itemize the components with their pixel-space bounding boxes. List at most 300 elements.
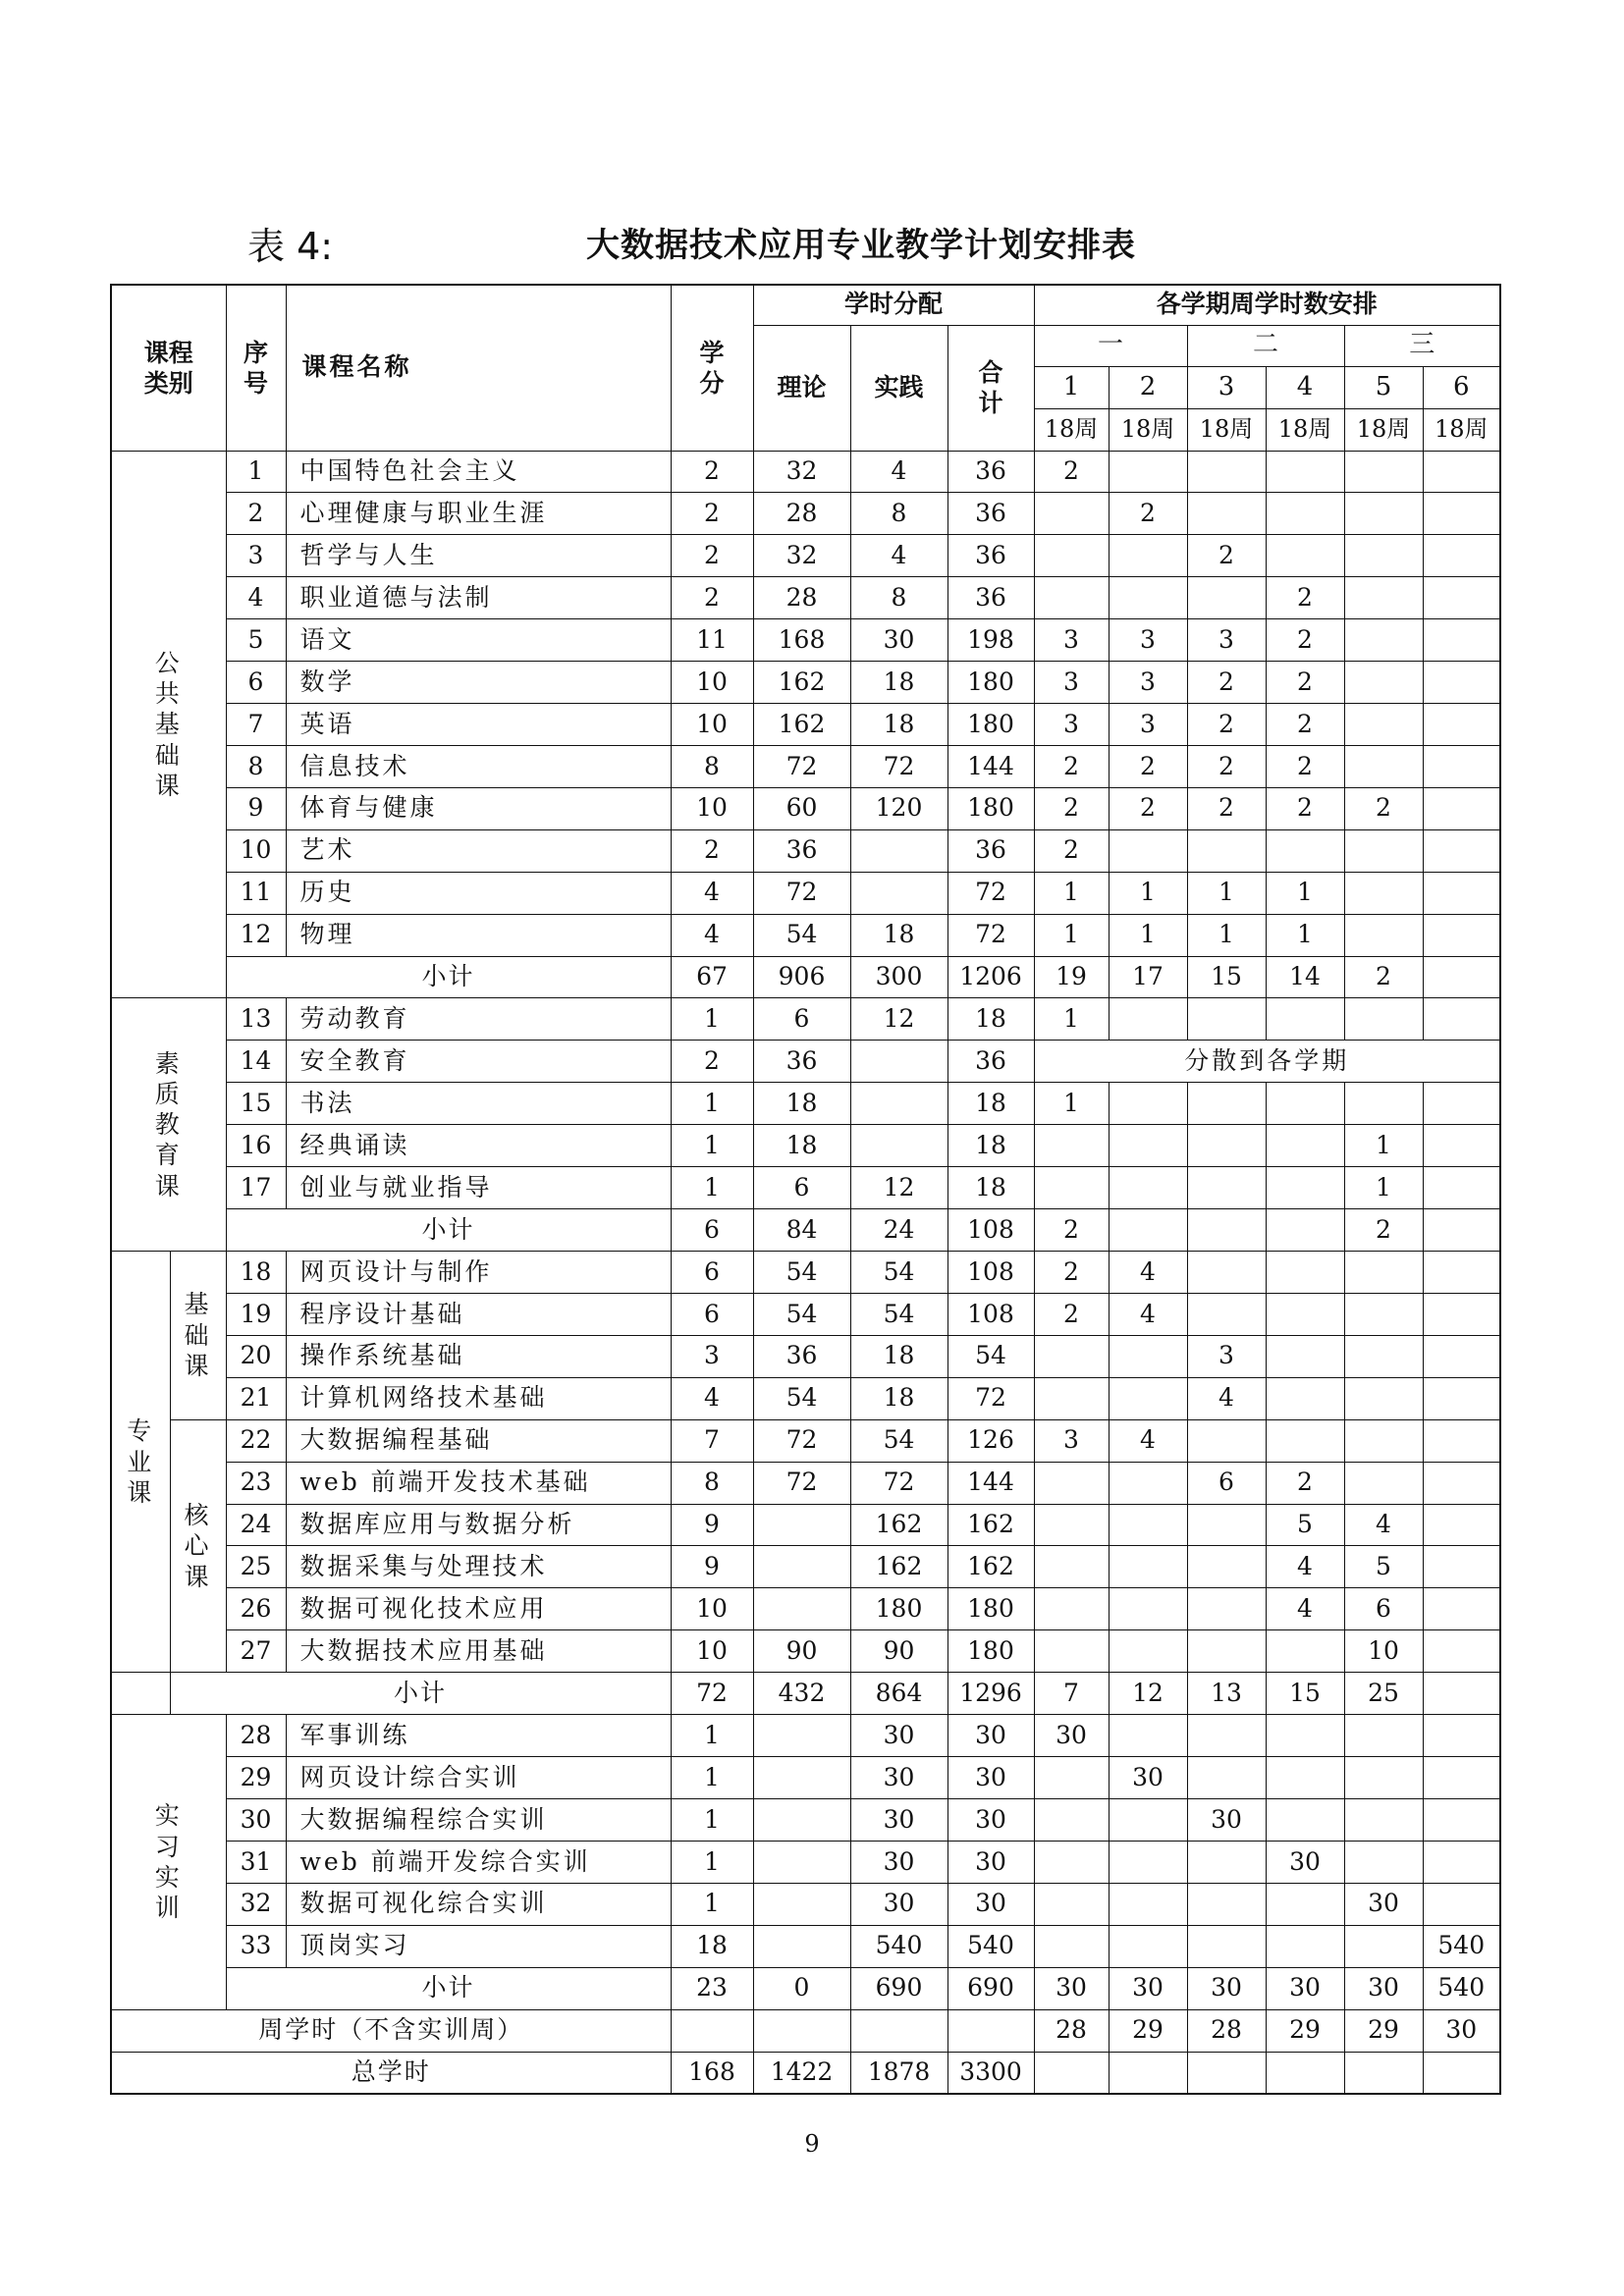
course-name: 体育与健康	[286, 787, 671, 829]
course-total-hours: 162	[947, 1546, 1034, 1588]
course-theory-hours: 36	[753, 1335, 850, 1377]
term-2-hours: 4	[1109, 1252, 1187, 1294]
subtotal-practice: 690	[850, 1967, 947, 2009]
course-seq: 29	[226, 1757, 286, 1799]
term-3-hours	[1187, 1841, 1266, 1883]
term-4-hours: 30	[1266, 1841, 1344, 1883]
course-name: 哲学与人生	[286, 535, 671, 577]
table-row	[111, 662, 1500, 704]
term-2-hours: 1	[1109, 914, 1187, 956]
course-name: 信息技术	[286, 745, 671, 787]
table-row	[111, 1925, 1500, 1967]
term-5-hours	[1344, 1715, 1423, 1757]
term-4-hours: 2	[1266, 704, 1344, 746]
term-5-hours	[1344, 1462, 1423, 1504]
course-theory-hours: 36	[753, 829, 850, 872]
course-name: 大数据技术应用基础	[286, 1630, 671, 1673]
course-theory-hours: 6	[753, 1167, 850, 1209]
category-professional: 专业课	[111, 1252, 170, 1673]
subtotal-theory: 906	[753, 956, 850, 998]
term-weeks: 18周	[1423, 408, 1500, 451]
term-6-hours	[1423, 1841, 1500, 1883]
course-total-hours: 72	[947, 872, 1034, 914]
term-4-hours	[1266, 1377, 1344, 1419]
term-3-hours	[1187, 493, 1266, 535]
table-row	[111, 1125, 1500, 1167]
term-6-hours	[1423, 1883, 1500, 1925]
course-name: 经典诵读	[286, 1125, 671, 1167]
term-2-hours	[1109, 1588, 1187, 1630]
course-total-hours: 30	[947, 1757, 1034, 1799]
term-3-hours: 4	[1187, 1377, 1266, 1419]
subtotal-theory: 84	[753, 1209, 850, 1252]
course-credit: 1	[671, 1841, 753, 1883]
course-credit: 6	[671, 1293, 753, 1335]
term-2-hours	[1109, 1799, 1187, 1842]
course-seq: 12	[226, 914, 286, 956]
course-name: 数据库应用与数据分析	[286, 1504, 671, 1546]
term-4-hours	[1266, 1715, 1344, 1757]
course-theory-hours	[753, 1841, 850, 1883]
term-6-hours	[1423, 1252, 1500, 1294]
subtotal-term-5: 30	[1344, 1967, 1423, 2009]
term-3-hours: 1	[1187, 914, 1266, 956]
course-total-hours: 180	[947, 1630, 1034, 1673]
course-theory-hours: 72	[753, 1462, 850, 1504]
term-6-hours	[1423, 1588, 1500, 1630]
course-seq: 22	[226, 1419, 286, 1462]
table-row	[111, 1083, 1500, 1125]
course-credit: 1	[671, 1883, 753, 1925]
course-total-hours: 180	[947, 662, 1034, 704]
term-2-hours	[1109, 1125, 1187, 1167]
course-credit: 8	[671, 1462, 753, 1504]
term-2: 2	[1109, 366, 1187, 408]
term-2-hours: 1	[1109, 872, 1187, 914]
term-weeks: 18周	[1187, 408, 1266, 451]
subtotal-term-4: 15	[1266, 1673, 1344, 1715]
term-2-hours	[1109, 577, 1187, 619]
col-total: 合计	[947, 325, 1034, 451]
weekly-hours-practice	[850, 2009, 947, 2052]
term-3-hours	[1187, 1167, 1266, 1209]
subcategory-basic: 基础课	[170, 1252, 226, 1420]
course-name: 数学	[286, 662, 671, 704]
term-3-hours	[1187, 1883, 1266, 1925]
term-6-hours	[1423, 704, 1500, 746]
term-6-hours	[1423, 1335, 1500, 1377]
term-3-hours: 30	[1187, 1799, 1266, 1842]
subtotal-term-3: 15	[1187, 956, 1266, 998]
term-1-hours: 3	[1034, 662, 1109, 704]
schedule-note: 分散到各学期	[1034, 1041, 1500, 1083]
term-5-hours	[1344, 535, 1423, 577]
subtotal-term-3: 30	[1187, 1967, 1266, 2009]
course-practice-hours: 18	[850, 1335, 947, 1377]
table-row	[111, 1546, 1500, 1588]
course-seq: 26	[226, 1588, 286, 1630]
term-4-hours	[1266, 1125, 1344, 1167]
term-3-hours	[1187, 1419, 1266, 1462]
term-1-hours	[1034, 1167, 1109, 1209]
term-3-hours	[1187, 1293, 1266, 1335]
subtotal-term-2: 30	[1109, 1967, 1187, 2009]
table-row	[111, 1041, 1500, 1083]
course-credit: 2	[671, 577, 753, 619]
table-label: 表 4:	[247, 225, 334, 268]
weekly-hours-row	[111, 2009, 1500, 2052]
course-practice-hours: 30	[850, 1799, 947, 1842]
term-4-hours: 1	[1266, 872, 1344, 914]
term-4-hours	[1266, 998, 1344, 1041]
course-credit: 1	[671, 1715, 753, 1757]
course-theory-hours: 72	[753, 872, 850, 914]
course-theory-hours	[753, 1799, 850, 1842]
course-total-hours: 180	[947, 1588, 1034, 1630]
subtotal-practice: 864	[850, 1673, 947, 1715]
subtotal-term-1: 2	[1034, 1209, 1109, 1252]
course-practice-hours: 54	[850, 1252, 947, 1294]
term-3-hours: 2	[1187, 745, 1266, 787]
subtotal-total: 1206	[947, 956, 1034, 998]
course-total-hours: 36	[947, 451, 1034, 493]
term-6-hours	[1423, 577, 1500, 619]
course-name: 书法	[286, 1083, 671, 1125]
term-4-hours	[1266, 1757, 1344, 1799]
table-row	[111, 1715, 1500, 1757]
course-name: 大数据编程综合实训	[286, 1799, 671, 1842]
course-total-hours: 36	[947, 1041, 1034, 1083]
term-2-hours	[1109, 535, 1187, 577]
term-3-hours: 2	[1187, 535, 1266, 577]
course-theory-hours: 54	[753, 1293, 850, 1335]
course-name: 物理	[286, 914, 671, 956]
subcategory-core: 核心课	[170, 1419, 226, 1673]
term-5-hours	[1344, 1335, 1423, 1377]
term-5-hours: 1	[1344, 1125, 1423, 1167]
course-credit: 1	[671, 1799, 753, 1842]
term-6-hours	[1423, 662, 1500, 704]
course-name: 职业道德与法制	[286, 577, 671, 619]
term-5-hours	[1344, 1757, 1423, 1799]
course-practice-hours	[850, 1041, 947, 1083]
course-credit: 1	[671, 1757, 753, 1799]
subtotal-term-1: 19	[1034, 956, 1109, 998]
course-total-hours: 36	[947, 577, 1034, 619]
col-category: 课程类别	[111, 285, 226, 451]
course-practice-hours: 18	[850, 914, 947, 956]
table-row	[111, 745, 1500, 787]
term-1-hours: 1	[1034, 998, 1109, 1041]
course-total-hours: 180	[947, 787, 1034, 829]
course-theory-hours: 32	[753, 451, 850, 493]
course-seq: 11	[226, 872, 286, 914]
table-row	[111, 1588, 1500, 1630]
course-name: 计算机网络技术基础	[286, 1377, 671, 1419]
course-seq: 3	[226, 535, 286, 577]
term-2-hours: 2	[1109, 493, 1187, 535]
course-total-hours: 108	[947, 1252, 1034, 1294]
subtotal-term-6: 540	[1423, 1967, 1500, 2009]
course-practice-hours: 8	[850, 493, 947, 535]
term-6-hours: 540	[1423, 1925, 1500, 1967]
col-weekly-group: 各学期周学时数安排	[1034, 285, 1500, 325]
term-2-hours	[1109, 1841, 1187, 1883]
course-theory-hours	[753, 1883, 850, 1925]
subtotal-term-1: 7	[1034, 1673, 1109, 1715]
course-theory-hours	[753, 1546, 850, 1588]
course-seq: 13	[226, 998, 286, 1041]
term-1-hours: 2	[1034, 451, 1109, 493]
table-row	[111, 619, 1500, 662]
course-practice-hours: 90	[850, 1630, 947, 1673]
subtotal-credit: 6	[671, 1209, 753, 1252]
term-weeks: 18周	[1344, 408, 1423, 451]
course-practice-hours: 12	[850, 1167, 947, 1209]
course-total-hours: 108	[947, 1293, 1034, 1335]
course-name: 军事训练	[286, 1715, 671, 1757]
subtotal-term-3: 13	[1187, 1673, 1266, 1715]
course-practice-hours: 162	[850, 1546, 947, 1588]
course-credit: 8	[671, 745, 753, 787]
subtotal-credit: 72	[671, 1673, 753, 1715]
table-row	[111, 704, 1500, 746]
course-total-hours: 18	[947, 998, 1034, 1041]
course-practice-hours: 72	[850, 1462, 947, 1504]
course-practice-hours: 30	[850, 1841, 947, 1883]
table-row	[111, 1252, 1500, 1294]
grand-total-credit: 168	[671, 2052, 753, 2094]
course-total-hours: 180	[947, 704, 1034, 746]
term-4-hours	[1266, 1083, 1344, 1125]
course-credit: 1	[671, 1083, 753, 1125]
course-theory-hours: 54	[753, 1252, 850, 1294]
course-credit: 2	[671, 493, 753, 535]
term-5-hours	[1344, 662, 1423, 704]
table-row	[111, 872, 1500, 914]
course-theory-hours: 54	[753, 1377, 850, 1419]
subtotal-practice: 300	[850, 956, 947, 998]
course-credit: 10	[671, 787, 753, 829]
term-1-hours	[1034, 535, 1109, 577]
term-4-hours	[1266, 829, 1344, 872]
course-seq: 14	[226, 1041, 286, 1083]
term-5-hours	[1344, 619, 1423, 662]
subtotal-total: 690	[947, 1967, 1034, 2009]
subtotal-label: 小计	[226, 1209, 671, 1252]
term-1-hours	[1034, 1335, 1109, 1377]
table-row	[111, 451, 1500, 493]
course-seq: 31	[226, 1841, 286, 1883]
course-practice-hours: 180	[850, 1588, 947, 1630]
term-1-hours	[1034, 1883, 1109, 1925]
table-row	[111, 829, 1500, 872]
course-name: 历史	[286, 872, 671, 914]
term-4-hours	[1266, 1335, 1344, 1377]
term-4-hours: 5	[1266, 1504, 1344, 1546]
term-3-hours	[1187, 829, 1266, 872]
course-name: 艺术	[286, 829, 671, 872]
term-6-hours	[1423, 1377, 1500, 1419]
subtotal-term-2: 12	[1109, 1673, 1187, 1715]
term-weeks: 18周	[1109, 408, 1187, 451]
course-practice-hours: 72	[850, 745, 947, 787]
table-row	[111, 1757, 1500, 1799]
term-1-hours	[1034, 1504, 1109, 1546]
course-theory-hours: 32	[753, 535, 850, 577]
table-row	[111, 998, 1500, 1041]
course-name: 数据可视化技术应用	[286, 1588, 671, 1630]
weekly-hours-label: 周学时（不含实训周）	[111, 2009, 671, 2052]
subtotal-row	[111, 1967, 1500, 2009]
term-1-hours: 2	[1034, 787, 1109, 829]
term-3-hours	[1187, 998, 1266, 1041]
term-3-hours	[1187, 1715, 1266, 1757]
term-6-hours	[1423, 872, 1500, 914]
term-3-hours: 2	[1187, 662, 1266, 704]
course-total-hours: 36	[947, 493, 1034, 535]
table-row	[111, 1419, 1500, 1462]
term-6-hours	[1423, 1546, 1500, 1588]
term-5-hours	[1344, 1841, 1423, 1883]
year-1: 一	[1034, 325, 1187, 366]
course-theory-hours: 162	[753, 662, 850, 704]
grand-total-term-6	[1423, 2052, 1500, 2094]
course-credit: 11	[671, 619, 753, 662]
term-1-hours: 3	[1034, 1419, 1109, 1462]
course-name: 安全教育	[286, 1041, 671, 1083]
term-5-hours: 1	[1344, 1167, 1423, 1209]
term-2-hours	[1109, 1462, 1187, 1504]
course-total-hours: 36	[947, 535, 1034, 577]
term-5-hours	[1344, 577, 1423, 619]
course-credit: 1	[671, 998, 753, 1041]
course-theory-hours	[753, 1504, 850, 1546]
grand-total-theory: 1422	[753, 2052, 850, 2094]
course-credit: 9	[671, 1546, 753, 1588]
table-row	[111, 787, 1500, 829]
weekly-hours-term-5: 29	[1344, 2009, 1423, 2052]
term-1-hours	[1034, 493, 1109, 535]
course-practice-hours	[850, 1083, 947, 1125]
course-practice-hours: 8	[850, 577, 947, 619]
course-practice-hours: 120	[850, 787, 947, 829]
term-3-hours: 2	[1187, 787, 1266, 829]
course-practice-hours: 30	[850, 1883, 947, 1925]
course-practice-hours: 540	[850, 1925, 947, 1967]
term-6-hours	[1423, 787, 1500, 829]
course-seq: 18	[226, 1252, 286, 1294]
term-2-hours	[1109, 1883, 1187, 1925]
subtotal-term-1: 30	[1034, 1967, 1109, 2009]
term-1-hours: 30	[1034, 1715, 1109, 1757]
term-5-hours	[1344, 1293, 1423, 1335]
term-1-hours: 3	[1034, 619, 1109, 662]
subtotal-label: 小计	[226, 956, 671, 998]
term-1-hours	[1034, 1757, 1109, 1799]
course-name: 中国特色社会主义	[286, 451, 671, 493]
weekly-hours-theory	[753, 2009, 850, 2052]
course-total-hours: 54	[947, 1335, 1034, 1377]
term-6-hours	[1423, 1419, 1500, 1462]
term-1-hours	[1034, 1462, 1109, 1504]
weekly-hours-term-4: 29	[1266, 2009, 1344, 2052]
subtotal-row	[111, 1209, 1500, 1252]
term-2-hours: 30	[1109, 1757, 1187, 1799]
term-5-hours	[1344, 1925, 1423, 1967]
term-6-hours	[1423, 1757, 1500, 1799]
term-1-hours	[1034, 1841, 1109, 1883]
term-2-hours	[1109, 1630, 1187, 1673]
term-2-hours	[1109, 1377, 1187, 1419]
course-practice-hours: 30	[850, 619, 947, 662]
category-professional-continuation	[111, 1673, 170, 1715]
term-3-hours	[1187, 1504, 1266, 1546]
term-1-hours: 3	[1034, 704, 1109, 746]
term-2-hours: 3	[1109, 619, 1187, 662]
subtotal-term-6	[1423, 1673, 1500, 1715]
table-row	[111, 1799, 1500, 1842]
term-2-hours	[1109, 829, 1187, 872]
term-4: 4	[1266, 366, 1344, 408]
course-total-hours: 540	[947, 1925, 1034, 1967]
term-6-hours	[1423, 914, 1500, 956]
term-1-hours: 2	[1034, 745, 1109, 787]
term-3-hours: 3	[1187, 619, 1266, 662]
term-4-hours	[1266, 1925, 1344, 1967]
term-3-hours	[1187, 1588, 1266, 1630]
term-2-hours: 4	[1109, 1293, 1187, 1335]
table-row	[111, 1293, 1500, 1335]
term-4-hours: 2	[1266, 745, 1344, 787]
subtotal-term-4	[1266, 1209, 1344, 1252]
subtotal-theory: 0	[753, 1967, 850, 2009]
course-total-hours: 18	[947, 1167, 1034, 1209]
grand-total-term-5	[1344, 2052, 1423, 2094]
table-body	[111, 451, 1500, 2094]
course-seq: 7	[226, 704, 286, 746]
term-4-hours: 2	[1266, 787, 1344, 829]
course-practice-hours: 54	[850, 1419, 947, 1462]
term-1-hours	[1034, 1630, 1109, 1673]
term-3-hours	[1187, 1630, 1266, 1673]
subtotal-term-5: 2	[1344, 1209, 1423, 1252]
course-credit: 4	[671, 914, 753, 956]
term-2-hours	[1109, 1167, 1187, 1209]
weekly-hours-total	[947, 2009, 1034, 2052]
course-credit: 10	[671, 704, 753, 746]
term-6-hours	[1423, 1630, 1500, 1673]
course-name: 数据采集与处理技术	[286, 1546, 671, 1588]
course-total-hours: 72	[947, 1377, 1034, 1419]
col-hours-group: 学时分配	[753, 285, 1034, 325]
table-row	[111, 1883, 1500, 1925]
subtotal-theory: 432	[753, 1673, 850, 1715]
course-seq: 6	[226, 662, 286, 704]
course-practice-hours: 4	[850, 535, 947, 577]
course-practice-hours	[850, 872, 947, 914]
term-3: 3	[1187, 366, 1266, 408]
term-5-hours	[1344, 1419, 1423, 1462]
term-1-hours: 2	[1034, 1293, 1109, 1335]
term-4-hours: 2	[1266, 662, 1344, 704]
course-practice-hours: 162	[850, 1504, 947, 1546]
term-5-hours	[1344, 745, 1423, 787]
term-4-hours: 2	[1266, 1462, 1344, 1504]
course-practice-hours: 18	[850, 1377, 947, 1419]
course-practice-hours	[850, 1125, 947, 1167]
term-5: 5	[1344, 366, 1423, 408]
